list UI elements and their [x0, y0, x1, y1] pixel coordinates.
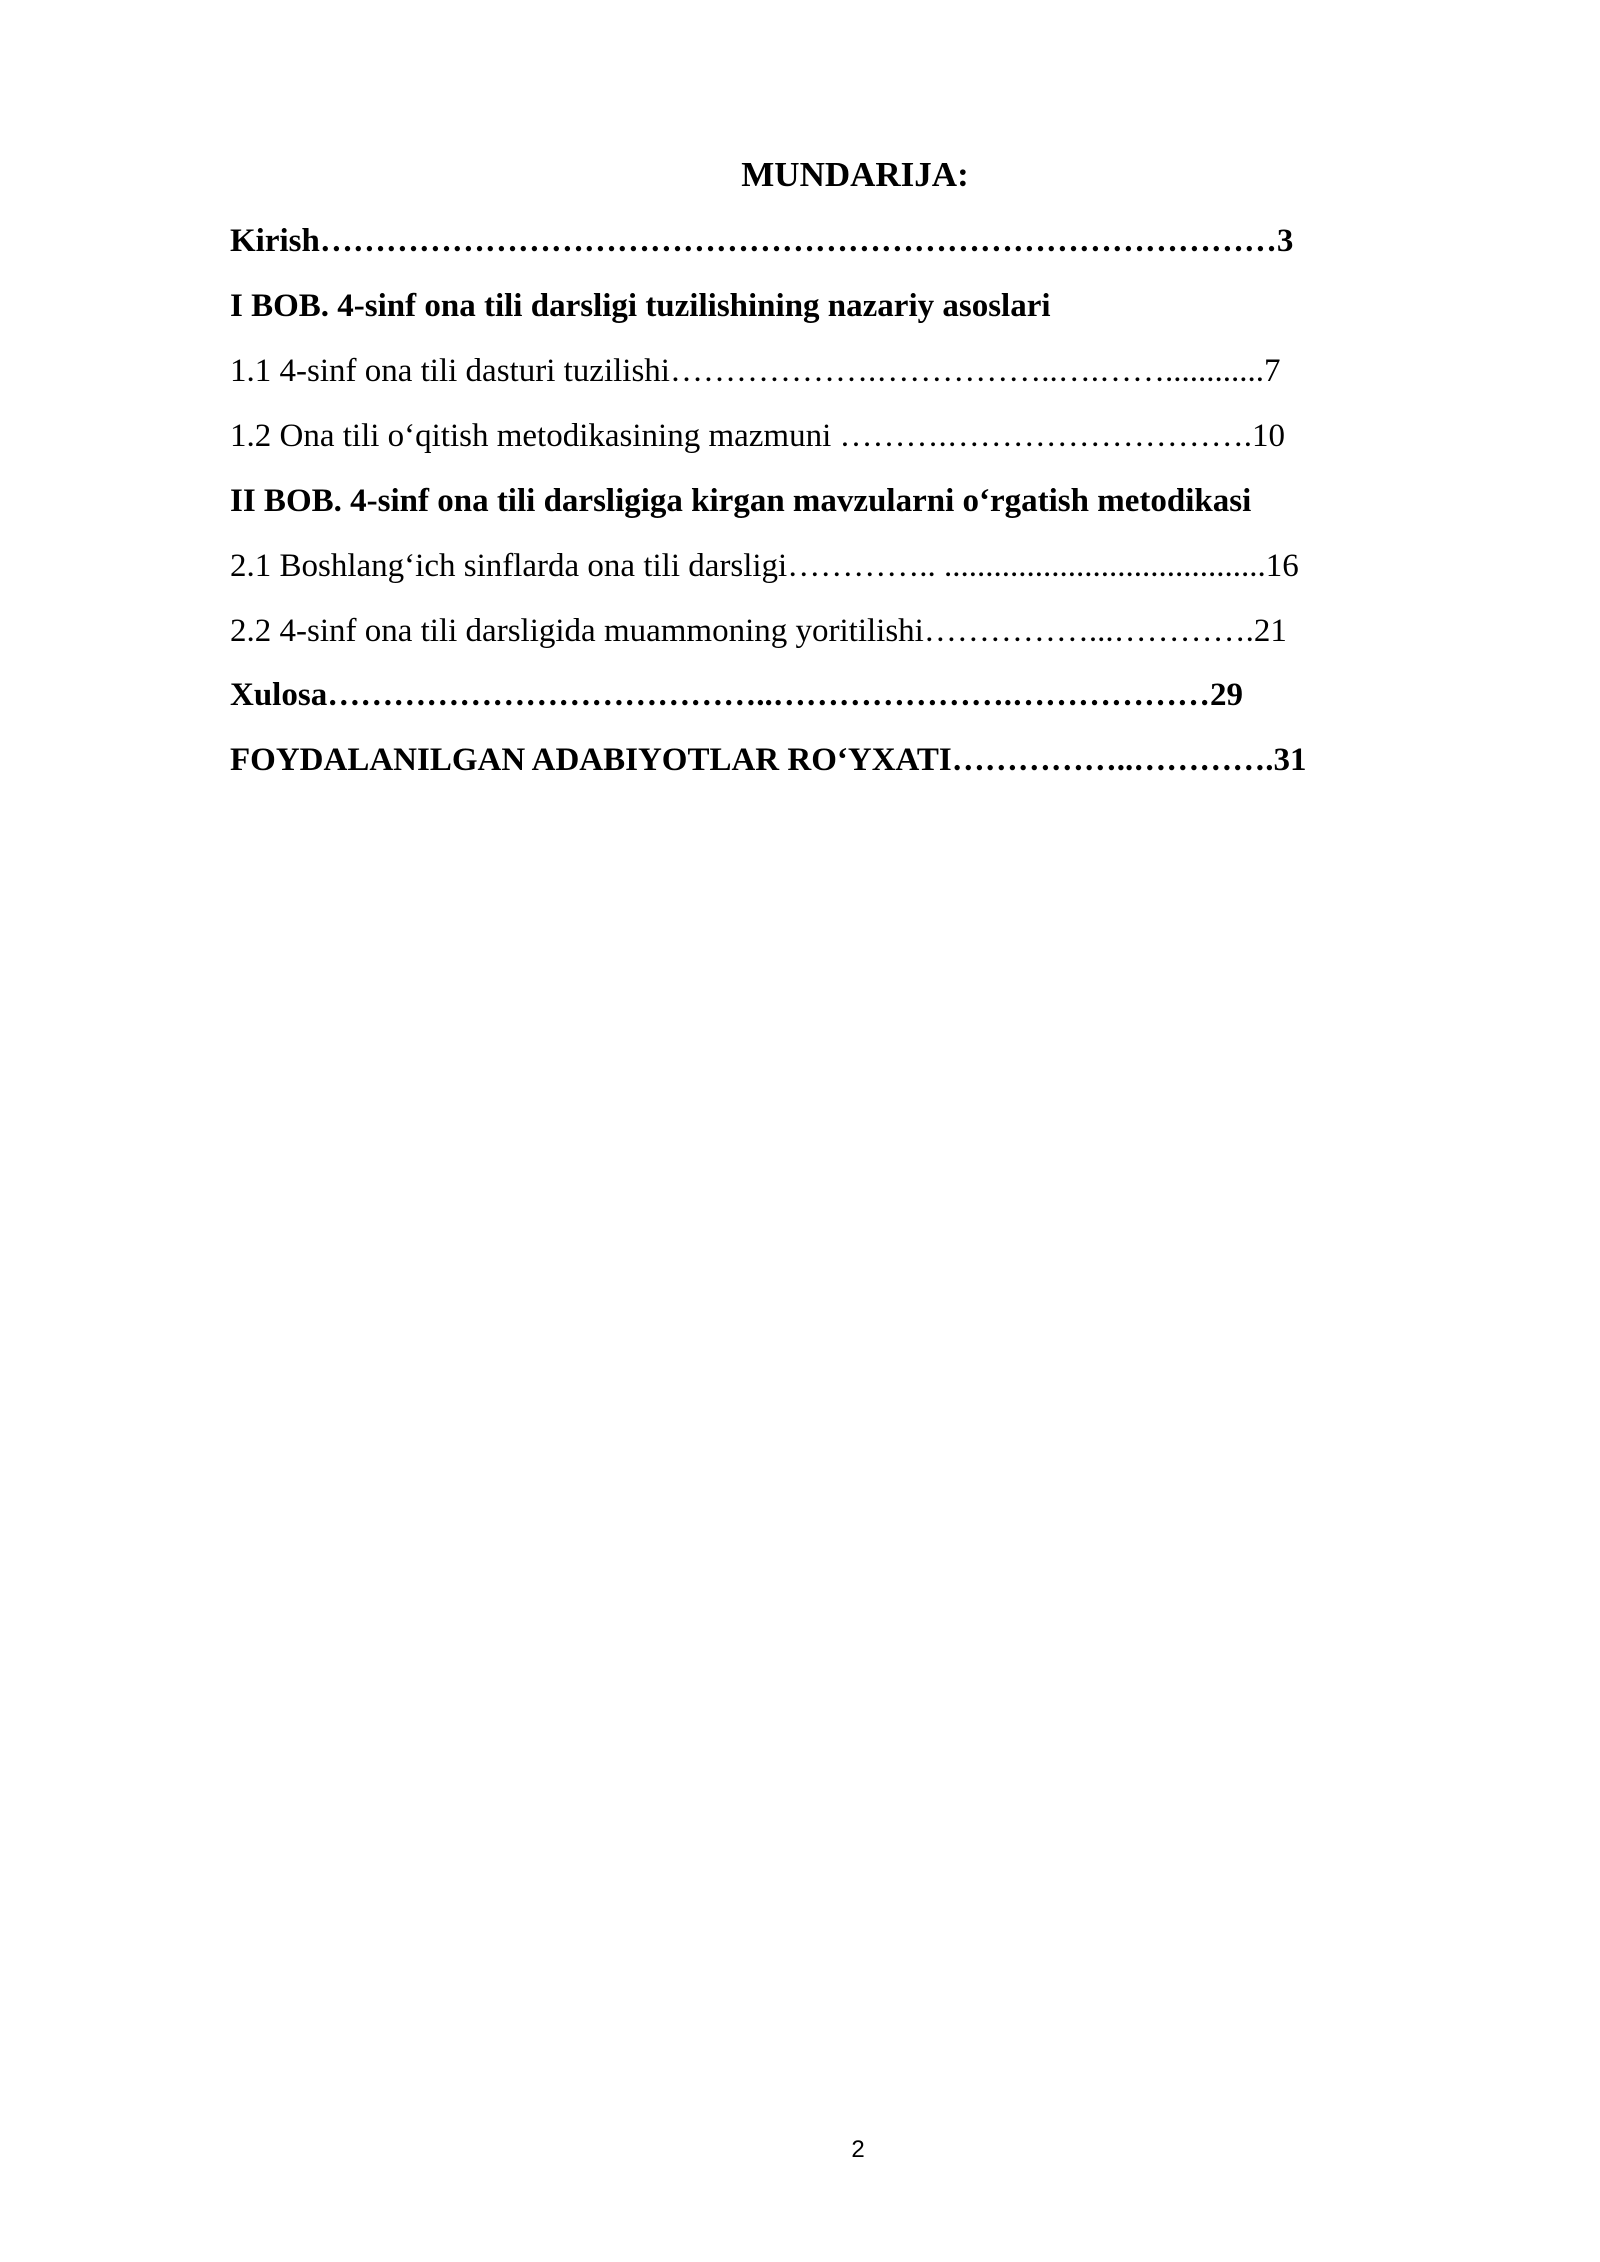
- toc-entry-section-2-2: 2.2 4-sinf ona tili darsligida muammoning yoritilishi……………...………….21: [230, 613, 1287, 649]
- toc-title: MUNDARIJA:: [741, 155, 969, 194]
- toc-entry-section-1-1: 1.1 4-sinf ona tili dasturi tuzilishi……………….……………..….……............7: [230, 353, 1281, 389]
- page-number: 2: [851, 2136, 865, 2163]
- toc-entry-xulosa: Xulosa…………………………………..………………….………………29: [230, 677, 1243, 713]
- toc-entry-chapter-2: II BOB. 4-sinf ona tili darsligiga kirgan mavzularni o‘rgatish metodikasi: [230, 483, 1252, 519]
- toc-entry-chapter-1: I BOB. 4-sinf ona tili darsligi tuzilishining nazariy asoslari: [230, 288, 1051, 324]
- toc-entry-kirish: Kirish……………………………………………………………………………3: [230, 223, 1294, 259]
- toc-entry-references: FOYDALANILGAN ADABIYOTLAR RO‘YXATI……………..………….31: [230, 742, 1307, 778]
- toc-entry-section-2-1: 2.1 Boshlang‘ich sinflarda ona tili darsligi………….. .......................................16: [230, 548, 1299, 584]
- toc-entry-section-1-2: 1.2 Ona tili o‘qitish metodikasining mazmuni ……….……………………….10: [230, 418, 1286, 454]
